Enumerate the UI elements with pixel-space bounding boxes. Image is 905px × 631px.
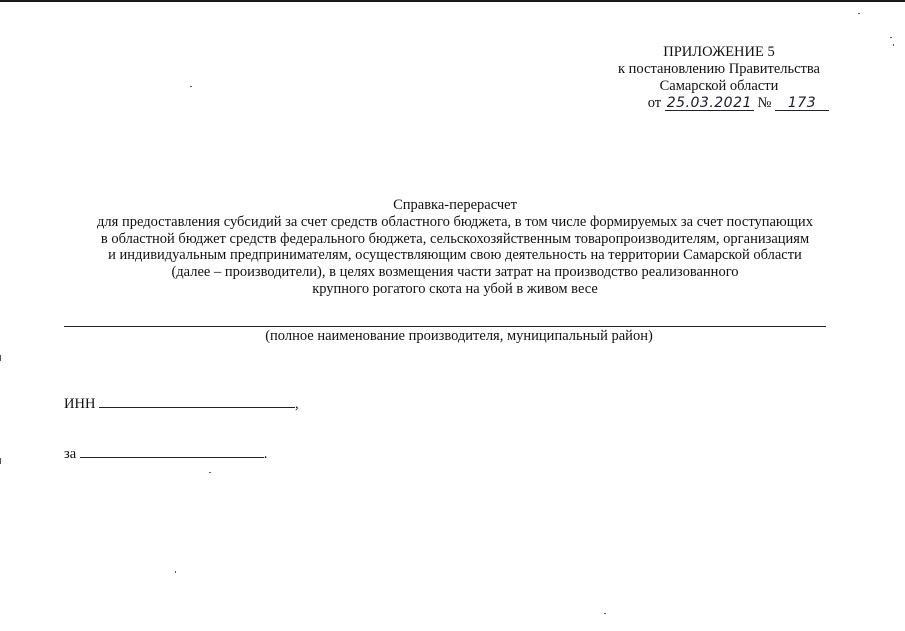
handwritten-number: 173 (775, 96, 829, 111)
scan-speck (604, 613, 606, 614)
title-line: крупного рогатого скота на убой в живом весе (312, 280, 598, 297)
inn-blank[interactable] (99, 395, 295, 408)
scan-speck (209, 472, 211, 473)
producer-name-caption: (полное наименование производителя, муниципальный район) (265, 328, 653, 344)
inn-label: ИНН (64, 396, 96, 412)
title-line: в областной бюджет средств федерального бюджета, сельскохозяйственным товаропроизводителям, организациям (100, 230, 810, 247)
scan-speck (858, 13, 860, 14)
scan-speck (890, 37, 892, 38)
scan-speck (0, 355, 1, 361)
scan-speck (190, 86, 192, 87)
date-prefix: от (647, 95, 662, 111)
appendix-header (609, 44, 829, 112)
period-suffix: . (263, 446, 268, 462)
period-field (64, 445, 267, 463)
period-label: за (64, 446, 77, 462)
title-line: для предоставления субсидий за счет средств областного бюджета, в том числе формируемых за счет поступающих (97, 213, 813, 230)
producer-name-blank[interactable] (64, 326, 826, 327)
scan-speck (175, 571, 176, 573)
number-prefix: № (757, 95, 772, 111)
title-line: Справка-перерасчет (393, 197, 517, 213)
appendix-resolution-line: к постановлению Правительства (618, 61, 820, 77)
scan-speck (893, 44, 894, 46)
document-title (60, 197, 850, 298)
title-line: (далее – производители), в целях возмещения части затрат на производство реализованного (171, 264, 739, 281)
period-blank[interactable] (80, 445, 264, 458)
inn-field (64, 395, 299, 413)
inn-suffix: , (295, 396, 299, 412)
appendix-date-number-line (609, 95, 829, 112)
appendix-region-line: Самарской области (659, 78, 779, 94)
appendix-heading: ПРИЛОЖЕНИЕ 5 (663, 44, 775, 60)
page-top-border (0, 0, 905, 2)
scan-speck (0, 458, 1, 464)
handwritten-date: 25.03.2021 (666, 95, 752, 111)
title-line: и индивидуальным предпринимателям, осуществляющим свою деятельность на территории Самарской области (108, 247, 802, 264)
